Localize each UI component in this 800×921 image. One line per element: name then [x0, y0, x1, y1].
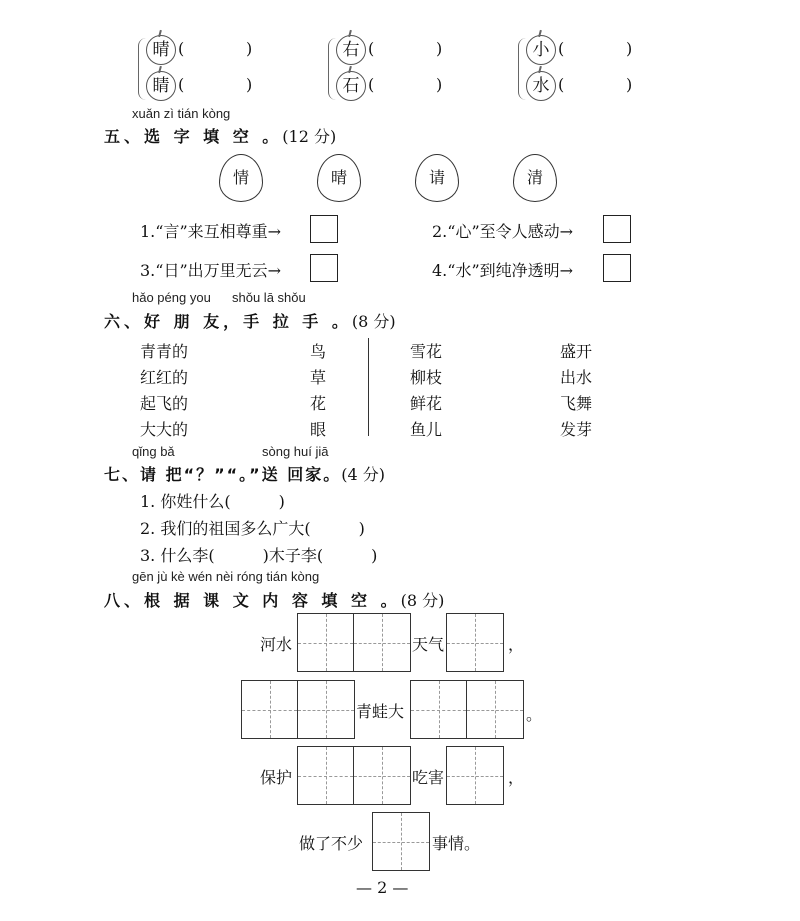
answer-box[interactable]: [310, 215, 338, 243]
answer-blank[interactable]: ): [436, 39, 443, 58]
open-paren: (: [368, 75, 375, 94]
text: 事情。: [432, 834, 481, 853]
open-paren: (: [178, 75, 185, 94]
answer-blank[interactable]: ): [626, 39, 633, 58]
apple-char: 石: [336, 71, 366, 101]
divider: [368, 338, 369, 436]
match-word[interactable]: 盛开: [560, 342, 593, 361]
pinyin: xuǎn zì tián kòng: [132, 106, 231, 121]
tianzige-grid[interactable]: [372, 812, 430, 871]
match-word[interactable]: 红红的: [140, 368, 189, 387]
open-paren: (: [558, 39, 565, 58]
item: 3. 什么李( )木子李( ): [140, 546, 378, 565]
points: (12 分): [282, 127, 337, 146]
match-word[interactable]: 起飞的: [140, 394, 189, 413]
match-word[interactable]: 大大的: [140, 420, 189, 439]
match-word[interactable]: 花: [310, 394, 327, 413]
pinyin: hǎo péng you: [132, 290, 211, 305]
text: 吃害: [412, 768, 445, 787]
apple-char: 水: [526, 71, 556, 101]
answer-blank[interactable]: ): [626, 75, 633, 94]
tianzige-grid[interactable]: [297, 613, 411, 672]
item: 3.“日”出万里无云→: [140, 261, 282, 280]
text: 天气: [412, 635, 445, 654]
answer-box[interactable]: [603, 215, 631, 243]
pinyin: gēn jù kè wén nèi róng tián kòng: [132, 569, 320, 584]
title-text: 八、根 据 课 文 内 容 填 空 。: [104, 591, 401, 610]
match-word[interactable]: 出水: [560, 368, 593, 387]
item: 2.“心”至令人感动→: [432, 222, 574, 241]
answer-box[interactable]: [603, 254, 631, 282]
match-word[interactable]: 发芽: [560, 420, 593, 439]
pinyin: sòng huí jiā: [262, 444, 329, 459]
match-word[interactable]: 鱼儿: [410, 420, 443, 439]
text: ，: [508, 635, 525, 654]
match-word[interactable]: 鸟: [310, 342, 327, 361]
item: 2. 我们的祖国多么广大( ): [140, 519, 365, 538]
text: ，: [508, 768, 525, 787]
tianzige-grid[interactable]: [297, 746, 411, 805]
open-paren: (: [368, 39, 375, 58]
title-text: 七、请 把“？”“。”送 回家。: [104, 465, 342, 484]
pinyin: qǐng bǎ: [132, 444, 175, 459]
answer-box[interactable]: [310, 254, 338, 282]
leaf-option: 晴: [317, 154, 361, 202]
apple-char: 小: [526, 35, 556, 65]
pinyin: shǒu lā shǒu: [232, 290, 306, 305]
section-6-title: [104, 309, 396, 332]
match-word[interactable]: 雪花: [410, 342, 443, 361]
answer-blank[interactable]: ): [246, 75, 253, 94]
match-word[interactable]: 鲜花: [410, 394, 443, 413]
item: 4.“水”到纯净透明→: [432, 261, 574, 280]
page-number: — 2 —: [356, 878, 409, 897]
match-word[interactable]: 草: [310, 368, 327, 387]
points: (8 分): [400, 591, 445, 610]
tianzige-grid[interactable]: [410, 680, 524, 739]
tianzige-grid[interactable]: [446, 613, 504, 672]
text: 青蛙大: [356, 702, 405, 721]
match-word[interactable]: 飞舞: [560, 394, 593, 413]
match-word[interactable]: 柳枝: [410, 368, 443, 387]
text: 。: [526, 705, 543, 724]
points: (4 分): [341, 465, 385, 484]
section-7-title: [104, 462, 385, 485]
apple-char: 右: [336, 35, 366, 65]
leaf-option: 情: [219, 154, 263, 202]
text: 做了不少: [299, 834, 364, 853]
apple-char: 睛: [146, 71, 176, 101]
tianzige-grid[interactable]: [446, 746, 504, 805]
leaf-option: 请: [415, 154, 459, 202]
title-text: 五、选 字 填 空 。: [104, 127, 283, 146]
leaf-option: 清: [513, 154, 557, 202]
tianzige-grid[interactable]: [241, 680, 355, 739]
section-5-title: [104, 124, 336, 147]
match-word[interactable]: 眼: [310, 420, 327, 439]
match-word[interactable]: 青青的: [140, 342, 189, 361]
item: 1. 你姓什么( ): [140, 492, 285, 511]
section-8-title: [104, 588, 444, 611]
title-text: 六、好 朋 友，手 拉 手 。: [104, 312, 352, 331]
open-paren: (: [558, 75, 565, 94]
answer-blank[interactable]: ): [246, 39, 253, 58]
text: 保护: [260, 768, 293, 787]
apple-char: 晴: [146, 35, 176, 65]
text: 河水: [260, 635, 293, 654]
points: (8 分): [351, 312, 396, 331]
answer-blank[interactable]: ): [436, 75, 443, 94]
open-paren: (: [178, 39, 185, 58]
item: 1.“言”来互相尊重→: [140, 222, 282, 241]
